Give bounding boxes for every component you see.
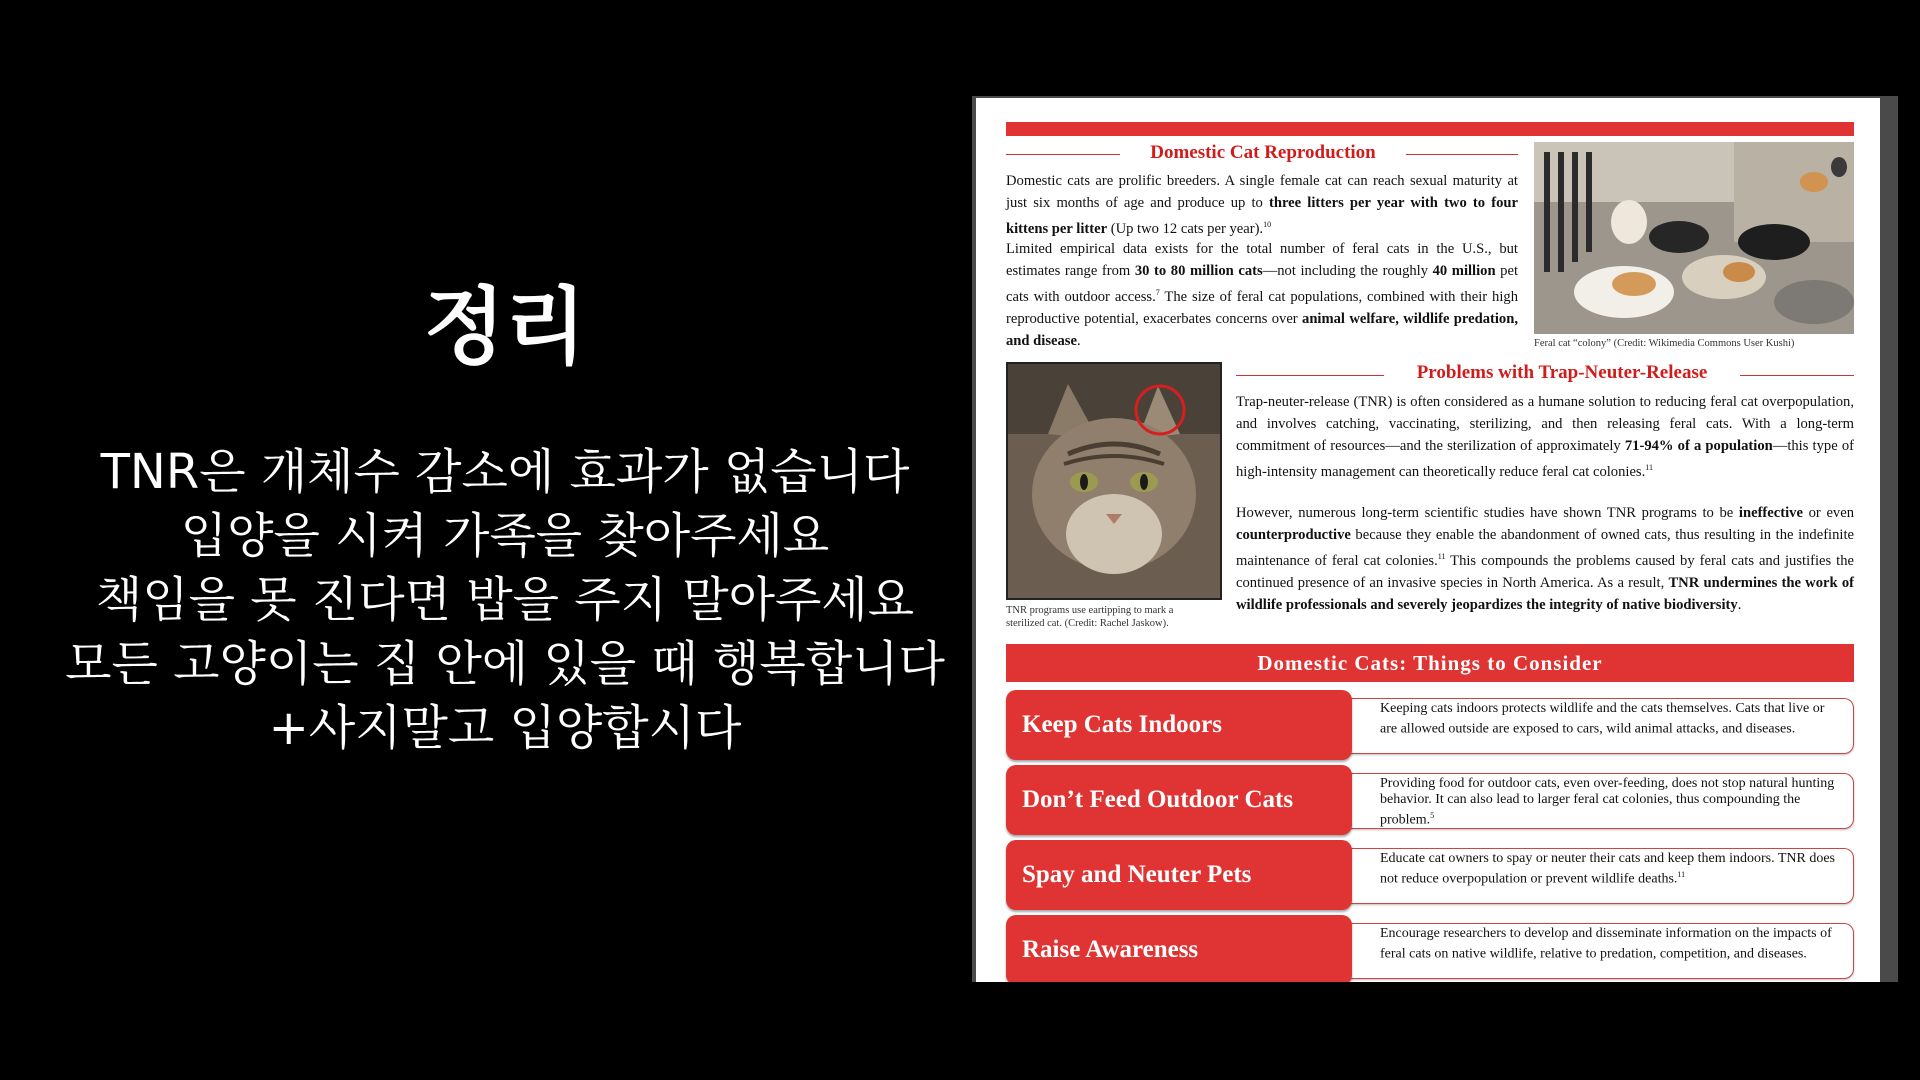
top-red-bar [1006,122,1854,136]
section1-paragraph-2: Limited empirical data exists for the total number of feral cats in the U.S., but estimates range from 30 to 80 million cats—not including the roughly 40 million pet cats with outdoor access.$^7$ The size of feral cat populations, combined with their high reproductive potential, exacerbates concerns over animal welfare, wildlife predation, and disease. [1006,241,1519,349]
section1-paragraph-1: Domestic cats are prolific breeders. A single female cat can reach sexual maturity at just six months of age and produce up to three litters per year with two to four kittens per litter (Up two 12 cats per year).$^{10}$ [1006,173,1518,237]
consider-item-label: Keep Cats Indoors [1006,690,1352,760]
consider-item-spay-neuter [1006,840,1854,904]
fact-sheet-document [976,98,1880,982]
consider-item-raise-awareness [1006,915,1854,979]
consider-item-desc: Keeping cats indoors protects wildlife and the cats themselves. Cats that live or are allowed outside are exposed to cars, wild animal attacks, and diseases. [1346,698,1854,754]
summary-line-5: +사지말고 입양합시다 [268,700,742,756]
consider-item-dont-feed [1006,765,1854,829]
eartipped-tabby-cat-photo [1006,362,1222,600]
consider-item-desc: Providing food for outdoor cats, even over-feeding, does not stop natural hunting behavior. It can also lead to larger feral cat colonies, thus compounding the problem.$^5$ [1346,773,1854,829]
consider-item-desc: Encourage researchers to develop and disseminate information on the impacts of feral cats on native wildlife, relative to predation, competition, and diseases. [1346,923,1854,979]
consider-item-label: Spay and Neuter Pets [1006,840,1352,910]
slide-title: 정리 [423,278,587,376]
things-to-consider-banner: Domestic Cats: Things to Consider [1006,644,1854,682]
summary-line-1: TNR은 개체수 감소에 효과가 없습니다 [100,444,910,500]
section2-paragraph-2: However, numerous long-term scientific studies have shown TNR programs to be ineffective or even counterproductive because they enable the abandonment of owned cats, thus resulting in the indefinite maintenance of feral cat colonies.$^{11}$ This compounds the problems caused by feral cats and justifies the continued presence of an invasive species in North America. As a result, TNR undermines the work of wildlife professionals and severely jeopardizes the integrity of native biodiversity. [1236,505,1854,613]
section2-paragraph-1: Trap-neuter-release (TNR) is often considered as a humane solution to reducing feral cat overpopulation, and involves catching, vaccinating, sterilizing, and then releasing feral cats. With a long-term commitment of resources—and the sterilization of approximately 71-94% of a population—this type of high-intensity management can theoretically reduce feral cat colonies.$^{11}$ [1236,394,1854,480]
feral-cat-colony-photo [1534,142,1854,334]
colony-photo-caption: Feral cat “colony” (Credit: Wikimedia Commons User Kushi) [1534,338,1795,349]
summary-line-3: 책임을 못 진다면 밥을 주지 말아주세요 [95,572,915,628]
section2-heading: Problems with Trap-Neuter-Release [1384,362,1740,384]
consider-item-keep-indoors [1006,690,1854,754]
consider-item-label: Raise Awareness [1006,915,1352,982]
consider-item-desc: Educate cat owners to spay or neuter their cats and keep them indoors. TNR does not reduce overpopulation or prevent wildlife deaths.$^{11}$ [1346,848,1854,904]
consider-item-label: Don’t Feed Outdoor Cats [1006,765,1352,835]
summary-lines [0,440,1010,760]
tabby-photo-caption: TNR programs use eartipping to mark a sterilized cat. (Credit: Rachel Jaskow). [1006,605,1174,629]
summary-line-4: 모든 고양이는 집 안에 있을 때 행복합니다 [65,636,945,692]
summary-line-2: 입양을 시켜 가족을 찾아주세요 [180,508,830,564]
section1-heading: Domestic Cat Reproduction [1120,142,1406,164]
